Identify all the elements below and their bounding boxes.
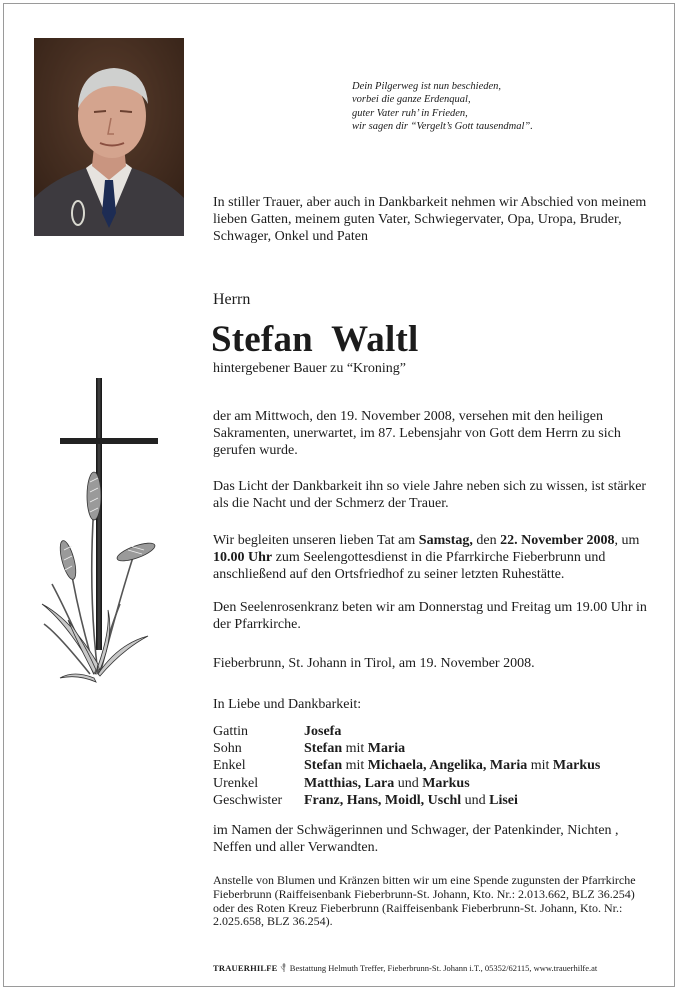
relation-label: Urenkel [213,775,259,791]
wheat-icon [280,963,288,972]
rosary-notice: Den Seelenrosenkranz beten wir am Donnerstag und Freitag um 19.00 Uhr in der Pfarrkirche. [213,600,647,632]
family-row-sohn: Sohn Stefan mit Maria [213,741,406,757]
portrait-photo [34,38,184,236]
relation-label: Geschwister [213,792,283,808]
family-row-enkel: Enkel Stefan mit Michaela, Angelika, Maria mit Markus [213,758,601,774]
death-notice: der am Mittwoch, den 19. November 2008, versehen mit den heiligen Sakramenten, unerwartet, im 87. Lebensjahr von Gott dem Herrn zu sich gerufen wurde. [213,409,621,458]
title-prefix: Herrn [213,291,251,308]
relatives-text: im Namen der Schwägerinnen und Schwager, der Patenkinder, Nichten , Neffen und aller Verwandten. [213,823,619,855]
relation-label: Gattin [213,724,248,739]
intro-text: In stiller Trauer, aber auch in Dankbarkeit nehmen wir Abschied von meinem lieben Gatten, meinem guten Vater, Schwiegervater, Opa, Uropa, Bruder, Schwager, Onkel und Paten [213,195,647,244]
footer [213,963,597,973]
cross-wheat-illustration [38,374,166,692]
funeral-details: Wir begleiten unseren lieben Tat am Samstag, den 22. November 2008, um 10.00 Uhr zum Seelengottesdienst in die Pfarrkirche Fieberbrunn und anschließend auf den Ortsfriedhof zu seiner letzten Ruhestätte. [213,533,640,582]
poem-line: Dein Pilgerweg ist nun beschieden, [352,81,502,92]
donation-request: Anstelle von Blumen und Kränzen bitten wir um eine Spende zugunsten der Pfarrkirche Fieberbrunn (Raiffeisenbank Fieberbrunn-St. Johann, Kto. Nr.: 2.013.662, BLZ 36.254) oder des Roten Kreuz Fieberbrunn (Raiffeisenbank Fieberbrunn-St. Johann, Kto. Nr.: 2.025.658, BLZ 36.254). [213,873,636,929]
closing-text: In Liebe und Dankbarkeit: [213,697,362,712]
family-list [213,723,600,809]
footer-text: Bestattung Helmuth Treffer, Fieberbrunn-St. Johann i.T., 05352/62115, www.trauerhilfe.at [289,963,598,973]
deceased-name: Stefan Waltl [211,319,419,360]
funeral-day: Samstag, [418,533,473,548]
poem-line: guter Vater ruh’ in Frieden, [352,107,468,119]
family-row-urenkel: Urenkel Matthias, Lara und Markus [213,775,470,791]
poem-line: vorbei die ganze Erdenqual, [352,94,471,106]
family-row-geschwister: Geschwister Franz, Hans, Moidl, Uschl und Lisei [213,792,518,808]
poem-line: wir sagen dir “Vergelt’s Gott tausendmal”. [352,121,533,133]
funeral-home-brand: TRAUERHILFE [213,963,278,973]
quote-text: Das Licht der Dankbarkeit ihn so viele Jahre neben sich zu wissen, ist stärker als die Nacht und der Schmerz der Trauer. [213,479,647,511]
place-date: Fieberbrunn, St. Johann in Tirol, am 19. November 2008. [213,656,535,671]
deceased-subtitle: hintergebener Bauer zu “Kroning” [213,361,406,376]
family-row-gattin: Gattin Josefa [213,724,342,739]
poem [352,80,652,134]
funeral-date: 22. November 2008 [500,533,615,548]
funeral-time: 10.00 Uhr [213,550,273,565]
relation-label: Sohn [213,741,242,757]
relation-label: Enkel [213,758,246,774]
